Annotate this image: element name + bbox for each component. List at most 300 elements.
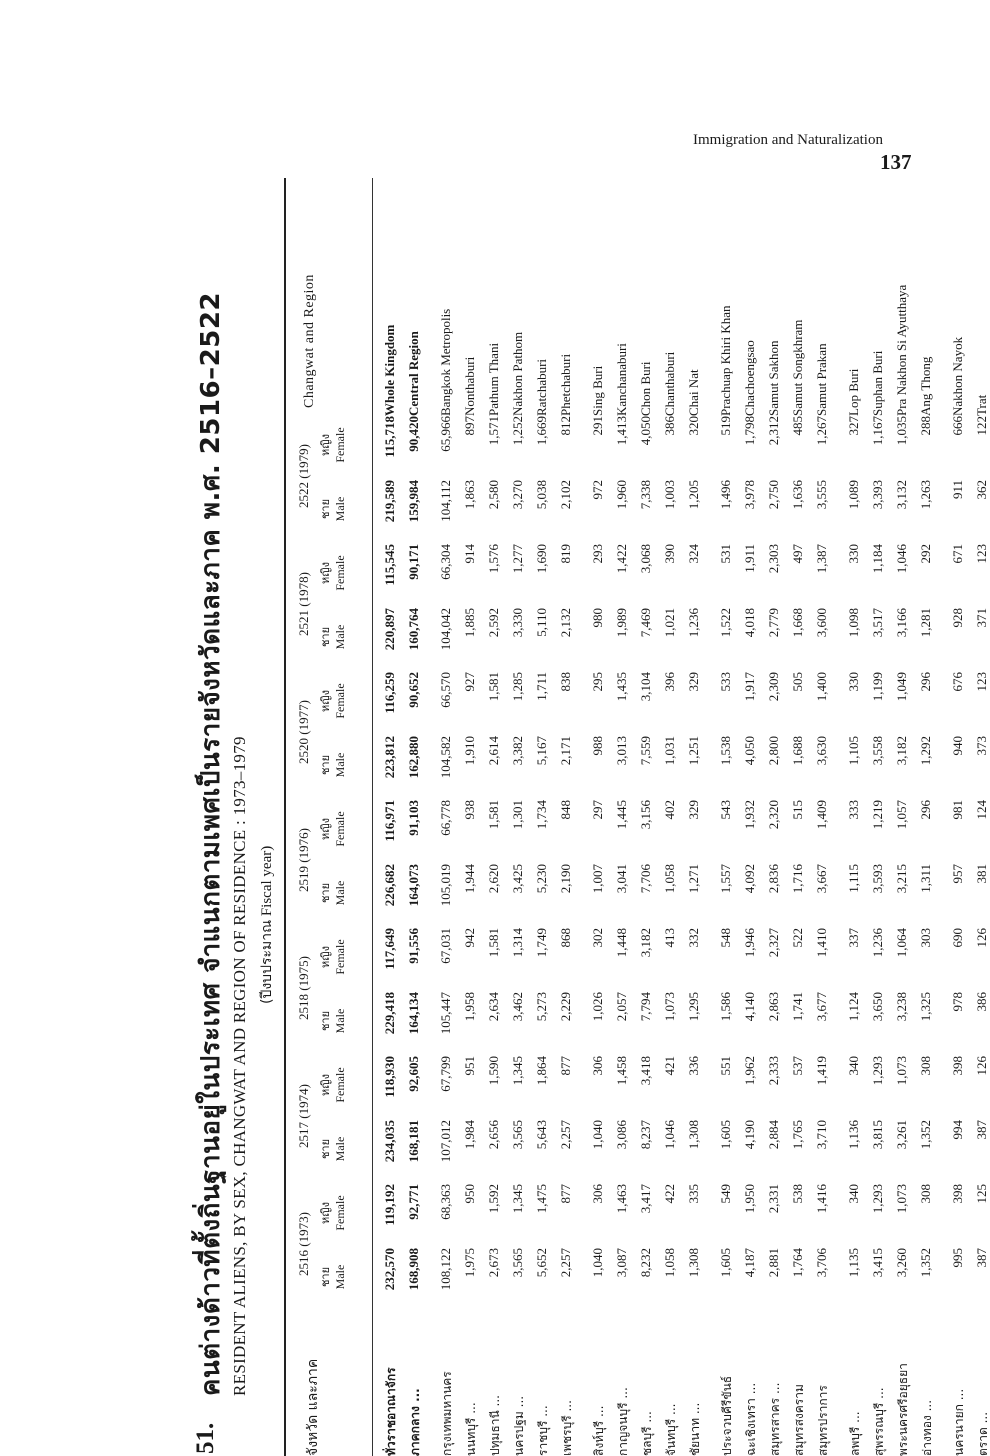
- male-value-cell: 1,046: [662, 1120, 677, 1150]
- male-value-cell: 3,462: [510, 992, 525, 1022]
- region-name-thai: สิงห์บุรี ...: [592, 1405, 606, 1456]
- table-title-thai: คนต่างด้าวที่ตั้งถิ่นฐานอยู่ในประเทศ จำแนกตามเพศเป็นรายจังหวัดและภาค พ.ศ. 2516–2522: [196, 291, 226, 1396]
- male-value-cell: 1,975: [462, 1248, 477, 1278]
- male-value-cell: 3,593: [870, 864, 885, 894]
- female-value-cell: 812: [558, 416, 573, 436]
- female-value-cell: 1,419: [814, 1056, 829, 1086]
- female-value-cell: 92,771: [406, 1184, 421, 1220]
- region-name-thai: สมุทรปราการ: [816, 1385, 830, 1456]
- male-value-cell: 4,190: [742, 1120, 757, 1150]
- female-value-cell: 1,917: [742, 672, 757, 702]
- male-value-cell: 373: [974, 736, 989, 756]
- male-value-cell: 7,469: [638, 608, 653, 638]
- female-value-cell: 1,167: [870, 416, 885, 446]
- male-value-cell: 978: [950, 992, 965, 1012]
- female-value-cell: 402: [662, 800, 677, 820]
- male-value-cell: 2,673: [486, 1248, 501, 1278]
- male-value-cell: 162,880: [406, 736, 421, 779]
- female-value-cell: 66,778: [438, 800, 453, 836]
- male-value-cell: 3,182: [894, 736, 909, 766]
- region-name-thai: กาญจนบุรี ...: [616, 1387, 630, 1456]
- table-row: [788, 178, 812, 1456]
- male-value-cell: 8,232: [638, 1248, 653, 1278]
- region-name-english: Nakhon Nayok: [950, 336, 965, 416]
- female-subheader: หญิง Female: [319, 1067, 347, 1103]
- region-name-thai: กรุงเทพมหานคร: [440, 1371, 454, 1456]
- female-value-cell: 848: [558, 800, 573, 820]
- table-row: [740, 178, 764, 1456]
- male-value-cell: 3,132: [894, 480, 909, 510]
- female-value-cell: 1,314: [510, 928, 525, 958]
- male-value-cell: 2,057: [614, 992, 629, 1022]
- female-value-cell: 118,930: [382, 1056, 397, 1098]
- female-value-cell: 330: [846, 544, 861, 564]
- male-value-cell: 1,295: [686, 992, 701, 1022]
- female-value-cell: 950: [462, 1184, 477, 1204]
- male-value-cell: 957: [950, 864, 965, 884]
- region-name-english: Suphan Buri: [870, 350, 885, 416]
- female-value-cell: 336: [686, 1056, 701, 1076]
- male-value-cell: 994: [950, 1120, 965, 1140]
- female-value-cell: 1,448: [614, 928, 629, 958]
- male-value-cell: 911: [950, 480, 965, 500]
- female-value-cell: 66,304: [438, 544, 453, 580]
- male-subheader: ชาย Male: [319, 752, 347, 778]
- male-value-cell: 3,600: [814, 608, 829, 638]
- male-value-cell: 5,652: [534, 1248, 549, 1278]
- male-value-cell: 1,308: [686, 1120, 701, 1150]
- table-row: [460, 178, 484, 1456]
- table-row: [868, 178, 892, 1456]
- female-value-cell: 115,545: [382, 544, 397, 586]
- male-value-cell: 1,115: [846, 864, 861, 893]
- table-row: [404, 178, 428, 1456]
- female-value-cell: 340: [846, 1056, 861, 1076]
- region-name-thai: ประจวบคีรีขันธ์: [720, 1375, 734, 1456]
- table-row: [636, 178, 660, 1456]
- male-value-cell: 3,517: [870, 608, 885, 638]
- male-value-cell: 2,132: [558, 608, 573, 638]
- female-value-cell: 1,690: [534, 544, 549, 574]
- female-value-cell: 123: [974, 672, 989, 692]
- male-subheader: ชาย Male: [319, 1264, 347, 1290]
- male-value-cell: 3,393: [870, 480, 885, 510]
- female-value-cell: 1,581: [486, 672, 501, 702]
- female-value-cell: 1,475: [534, 1184, 549, 1214]
- year-header-2522: [296, 412, 368, 540]
- female-value-cell: 548: [718, 928, 733, 948]
- female-value-cell: 291: [590, 416, 605, 436]
- female-value-cell: 1,236: [870, 928, 885, 958]
- region-name-thai: ราชบุรี ...: [536, 1405, 550, 1456]
- female-value-cell: 1,950: [742, 1184, 757, 1214]
- male-value-cell: 232,570: [382, 1248, 397, 1291]
- female-value-cell: 332: [686, 928, 701, 948]
- female-value-cell: 1,932: [742, 800, 757, 830]
- year-label: 2517 (1974): [296, 1084, 311, 1148]
- male-value-cell: 3,415: [870, 1248, 885, 1278]
- female-value-cell: 115,718: [382, 416, 397, 458]
- female-value-cell: 306: [590, 1184, 605, 1204]
- male-value-cell: 1,031: [662, 736, 677, 766]
- year-label: 2516 (1973): [296, 1212, 311, 1276]
- female-value-cell: 1,422: [614, 544, 629, 574]
- male-value-cell: 3,815: [870, 1120, 885, 1150]
- female-value-cell: 68,363: [438, 1184, 453, 1220]
- male-value-cell: 1,586: [718, 992, 733, 1022]
- male-value-cell: 1,910: [462, 736, 477, 766]
- male-value-cell: 1,281: [918, 608, 933, 638]
- female-value-cell: 327: [846, 416, 861, 436]
- female-subheader: หญิง Female: [319, 427, 347, 463]
- female-value-cell: 877: [558, 1056, 573, 1076]
- female-value-cell: 3,417: [638, 1184, 653, 1214]
- female-value-cell: 2,303: [766, 544, 781, 574]
- female-value-cell: 422: [662, 1184, 677, 1204]
- male-value-cell: 1,984: [462, 1120, 477, 1150]
- male-value-cell: 2,656: [486, 1120, 501, 1150]
- male-value-cell: 3,978: [742, 480, 757, 510]
- female-subheader: หญิง Female: [319, 939, 347, 975]
- male-value-cell: 1,098: [846, 608, 861, 638]
- male-value-cell: 1,021: [662, 608, 677, 638]
- table-row: [436, 178, 460, 1456]
- header-rule: [372, 178, 373, 1456]
- male-value-cell: 2,102: [558, 480, 573, 510]
- female-value-cell: 1,199: [870, 672, 885, 702]
- female-value-cell: 398: [950, 1056, 965, 1076]
- female-value-cell: 1,301: [510, 800, 525, 830]
- male-value-cell: 2,881: [766, 1248, 781, 1278]
- region-name-english: Pra Nakhon Si Ayutthaya: [894, 284, 909, 416]
- female-value-cell: 2,309: [766, 672, 781, 702]
- female-value-cell: 66,570: [438, 672, 453, 708]
- male-value-cell: 1,863: [462, 480, 477, 510]
- table-row: [660, 178, 684, 1456]
- female-value-cell: 302: [590, 928, 605, 948]
- male-value-cell: 4,018: [742, 608, 757, 638]
- male-value-cell: 1,058: [662, 864, 677, 894]
- male-value-cell: 1,040: [590, 1248, 605, 1278]
- female-value-cell: 2,312: [766, 416, 781, 446]
- male-value-cell: 164,073: [406, 864, 421, 907]
- female-value-cell: 421: [662, 1056, 677, 1076]
- region-name-thai: อ่างทอง ...: [920, 1399, 934, 1456]
- male-subheader: ชาย Male: [319, 1008, 347, 1034]
- female-value-cell: 92,605: [406, 1056, 421, 1092]
- female-value-cell: 1,590: [486, 1056, 501, 1086]
- female-value-cell: 522: [790, 928, 805, 948]
- male-value-cell: 229,418: [382, 992, 397, 1035]
- male-value-cell: 3,558: [870, 736, 885, 766]
- female-value-cell: 538: [790, 1184, 805, 1204]
- male-value-cell: 1,522: [718, 608, 733, 638]
- male-value-cell: 1,741: [790, 992, 805, 1022]
- year-header-2520: [296, 668, 368, 796]
- female-value-cell: 531: [718, 544, 733, 564]
- male-value-cell: 5,110: [534, 608, 549, 637]
- male-value-cell: 104,042: [438, 608, 453, 651]
- male-value-cell: 4,050: [742, 736, 757, 766]
- male-value-cell: 386: [974, 992, 989, 1012]
- female-value-cell: 1,798: [742, 416, 757, 446]
- female-value-cell: 690: [950, 928, 965, 948]
- female-value-cell: 1,669: [534, 416, 549, 446]
- female-value-cell: 65,966: [438, 416, 453, 452]
- male-value-cell: 1,007: [590, 864, 605, 894]
- male-value-cell: 4,092: [742, 864, 757, 894]
- table-body: [380, 178, 990, 1456]
- region-name-thai: สมุทรสงคราม: [792, 1384, 806, 1456]
- female-value-cell: 1,581: [486, 800, 501, 830]
- male-value-cell: 1,136: [846, 1120, 861, 1150]
- male-value-cell: 1,960: [614, 480, 629, 510]
- table-row: [892, 178, 916, 1456]
- male-value-cell: 1,135: [846, 1248, 861, 1278]
- female-value-cell: 122: [974, 416, 989, 436]
- table-title-english: RESIDENT ALIENS, BY SEX, CHANGWAT AND REGION OF RESIDENCE : 1973–1979: [230, 736, 249, 1396]
- column-header-thai: จังหวัด และภาค: [305, 1358, 321, 1456]
- male-value-cell: 3,630: [814, 736, 829, 766]
- female-value-cell: 296: [918, 800, 933, 820]
- male-value-cell: 7,794: [638, 992, 653, 1022]
- female-value-cell: 91,103: [406, 800, 421, 836]
- male-value-cell: 1,605: [718, 1120, 733, 1150]
- male-value-cell: 371: [974, 608, 989, 628]
- region-name-thai: ลพบุรี ...: [848, 1411, 862, 1456]
- region-name-thai: นครนายก ...: [952, 1388, 966, 1456]
- male-value-cell: 2,884: [766, 1120, 781, 1150]
- male-value-cell: 2,800: [766, 736, 781, 766]
- female-value-cell: 396: [662, 672, 677, 692]
- male-value-cell: 1,764: [790, 1248, 805, 1278]
- female-value-cell: 3,104: [638, 672, 653, 702]
- female-value-cell: 938: [462, 800, 477, 820]
- male-value-cell: 1,538: [718, 736, 733, 766]
- table-row: [764, 178, 788, 1456]
- female-value-cell: 551: [718, 1056, 733, 1076]
- female-value-cell: 666: [950, 416, 965, 436]
- female-value-cell: 1,576: [486, 544, 501, 574]
- female-value-cell: 981: [950, 800, 965, 820]
- female-value-cell: 1,864: [534, 1056, 549, 1086]
- female-value-cell: 1,345: [510, 1056, 525, 1086]
- male-value-cell: 1,292: [918, 736, 933, 766]
- female-value-cell: 1,057: [894, 800, 909, 830]
- male-value-cell: 988: [590, 736, 605, 756]
- female-value-cell: 1,293: [870, 1056, 885, 1086]
- region-name-english: Chachoengsao: [742, 340, 757, 416]
- female-value-cell: 1,387: [814, 544, 829, 574]
- male-value-cell: 3,565: [510, 1120, 525, 1150]
- male-value-cell: 1,352: [918, 1248, 933, 1278]
- female-value-cell: 90,652: [406, 672, 421, 708]
- table-row: [508, 178, 532, 1456]
- region-name-english: Bangkok Metropolis: [438, 308, 453, 416]
- male-value-cell: 1,885: [462, 608, 477, 638]
- male-value-cell: 3,215: [894, 864, 909, 894]
- female-value-cell: 1,345: [510, 1184, 525, 1214]
- region-name-thai: สมุทรสาคร ...: [768, 1382, 782, 1456]
- male-value-cell: 159,984: [406, 480, 421, 523]
- female-value-cell: 125: [974, 1184, 989, 1204]
- male-value-cell: 1,026: [590, 992, 605, 1022]
- female-value-cell: 1,911: [742, 544, 757, 573]
- female-value-cell: 320: [686, 416, 701, 436]
- table-row: [684, 178, 708, 1456]
- female-value-cell: 1,435: [614, 672, 629, 702]
- female-value-cell: 288: [918, 416, 933, 436]
- male-value-cell: 5,643: [534, 1120, 549, 1150]
- male-value-cell: 168,181: [406, 1120, 421, 1163]
- male-value-cell: 164,134: [406, 992, 421, 1035]
- male-value-cell: 160,764: [406, 608, 421, 651]
- table-row: [916, 178, 940, 1456]
- female-value-cell: 116,259: [382, 672, 397, 714]
- female-value-cell: 390: [662, 544, 677, 564]
- female-value-cell: 1,252: [510, 416, 525, 446]
- male-value-cell: 995: [950, 1248, 965, 1268]
- region-name-thai: ภาคกลาง ...: [408, 1388, 422, 1456]
- female-value-cell: 340: [846, 1184, 861, 1204]
- male-value-cell: 1,325: [918, 992, 933, 1022]
- year-header-2517: [296, 1052, 368, 1180]
- female-subheader: หญิง Female: [319, 683, 347, 719]
- region-name-english: Chai Nat: [686, 369, 701, 416]
- male-value-cell: 1,668: [790, 608, 805, 638]
- female-value-cell: 308: [918, 1056, 933, 1076]
- female-value-cell: 927: [462, 672, 477, 692]
- male-value-cell: 1,236: [686, 608, 701, 638]
- table-top-rule: [284, 178, 286, 1456]
- year-header-2518: [296, 924, 368, 1052]
- table-row: [484, 178, 508, 1456]
- male-value-cell: 3,166: [894, 608, 909, 638]
- male-value-cell: 1,251: [686, 736, 701, 766]
- male-value-cell: 223,812: [382, 736, 397, 779]
- male-value-cell: 2,779: [766, 608, 781, 638]
- male-value-cell: 5,167: [534, 736, 549, 766]
- male-value-cell: 3,667: [814, 864, 829, 894]
- female-value-cell: 671: [950, 544, 965, 564]
- female-value-cell: 3,068: [638, 544, 653, 574]
- female-value-cell: 1,458: [614, 1056, 629, 1086]
- female-value-cell: 1,711: [534, 672, 549, 701]
- female-value-cell: 515: [790, 800, 805, 820]
- column-header-english: Changwat and Region: [302, 274, 317, 408]
- female-value-cell: 123: [974, 544, 989, 564]
- female-value-cell: 942: [462, 928, 477, 948]
- male-value-cell: 2,836: [766, 864, 781, 894]
- male-value-cell: 220,897: [382, 608, 397, 651]
- male-value-cell: 3,330: [510, 608, 525, 638]
- male-value-cell: 1,040: [590, 1120, 605, 1150]
- year-label: 2521 (1978): [296, 572, 311, 636]
- male-value-cell: 105,019: [438, 864, 453, 907]
- male-value-cell: 105,447: [438, 992, 453, 1035]
- male-value-cell: 104,112: [438, 480, 453, 522]
- female-subheader: หญิง Female: [319, 555, 347, 591]
- male-value-cell: 5,038: [534, 480, 549, 510]
- region-name-thai: ตราด ...: [976, 1411, 990, 1456]
- male-value-cell: 1,271: [686, 864, 701, 894]
- male-value-cell: 2,614: [486, 736, 501, 766]
- male-value-cell: 940: [950, 736, 965, 756]
- male-value-cell: 1,124: [846, 992, 861, 1022]
- male-value-cell: 1,557: [718, 864, 733, 894]
- male-value-cell: 2,171: [558, 736, 573, 766]
- female-value-cell: 1,410: [814, 928, 829, 958]
- region-name-thai: จันทบุรี ...: [664, 1403, 678, 1456]
- female-value-cell: 914: [462, 544, 477, 564]
- region-name-thai: ทั่วราชอาณาจักร: [384, 1367, 398, 1456]
- female-value-cell: 1,219: [870, 800, 885, 830]
- male-value-cell: 2,257: [558, 1120, 573, 1150]
- table-row: [812, 178, 836, 1456]
- female-value-cell: 91,556: [406, 928, 421, 964]
- male-value-cell: 1,765: [790, 1120, 805, 1150]
- female-value-cell: 3,418: [638, 1056, 653, 1086]
- female-value-cell: 292: [918, 544, 933, 564]
- region-name-english: Samut Prakan: [814, 343, 829, 416]
- male-value-cell: 1,989: [614, 608, 629, 638]
- female-value-cell: 126: [974, 928, 989, 948]
- male-value-cell: 1,716: [790, 864, 805, 894]
- region-name-thai: ฉะเชิงเทรา ...: [744, 1382, 758, 1456]
- male-value-cell: 7,338: [638, 480, 653, 510]
- male-subheader: ชาย Male: [319, 880, 347, 906]
- male-value-cell: 1,003: [662, 480, 677, 510]
- year-header-2521: [296, 540, 368, 668]
- region-name-english: Samut Sakhon: [766, 340, 781, 416]
- male-value-cell: 381: [974, 864, 989, 884]
- female-value-cell: 296: [918, 672, 933, 692]
- table-row: [948, 178, 972, 1456]
- female-value-cell: 519: [718, 416, 733, 436]
- female-value-cell: 1,946: [742, 928, 757, 958]
- region-name-english: Chanthaburi: [662, 351, 677, 416]
- female-value-cell: 119,192: [382, 1184, 397, 1226]
- female-value-cell: 2,333: [766, 1056, 781, 1086]
- female-value-cell: 897: [462, 416, 477, 436]
- region-name-english: Sing Buri: [590, 365, 605, 416]
- female-subheader: หญิง Female: [319, 1195, 347, 1231]
- male-value-cell: 2,190: [558, 864, 573, 894]
- female-value-cell: 3,156: [638, 800, 653, 830]
- female-value-cell: 1,073: [894, 1056, 909, 1086]
- female-value-cell: 497: [790, 544, 805, 564]
- table-row: [716, 178, 740, 1456]
- table-row: [972, 178, 990, 1456]
- male-value-cell: 1,688: [790, 736, 805, 766]
- female-subheader: หญิง Female: [319, 811, 347, 847]
- female-value-cell: 1,571: [486, 416, 501, 446]
- female-value-cell: 333: [846, 800, 861, 820]
- running-head: Immigration and Naturalization: [693, 132, 883, 148]
- female-value-cell: 329: [686, 800, 701, 820]
- table-row: [556, 178, 580, 1456]
- female-value-cell: 330: [846, 672, 861, 692]
- male-value-cell: 107,012: [438, 1120, 453, 1163]
- male-value-cell: 7,559: [638, 736, 653, 766]
- female-value-cell: 90,171: [406, 544, 421, 580]
- male-value-cell: 387: [974, 1248, 989, 1268]
- region-name-thai: นนทบุรี ...: [464, 1402, 478, 1456]
- region-name-english: Central Region: [406, 331, 421, 416]
- female-value-cell: 877: [558, 1184, 573, 1204]
- region-name-thai: สุพรรณบุรี ...: [872, 1387, 886, 1456]
- male-value-cell: 1,105: [846, 736, 861, 766]
